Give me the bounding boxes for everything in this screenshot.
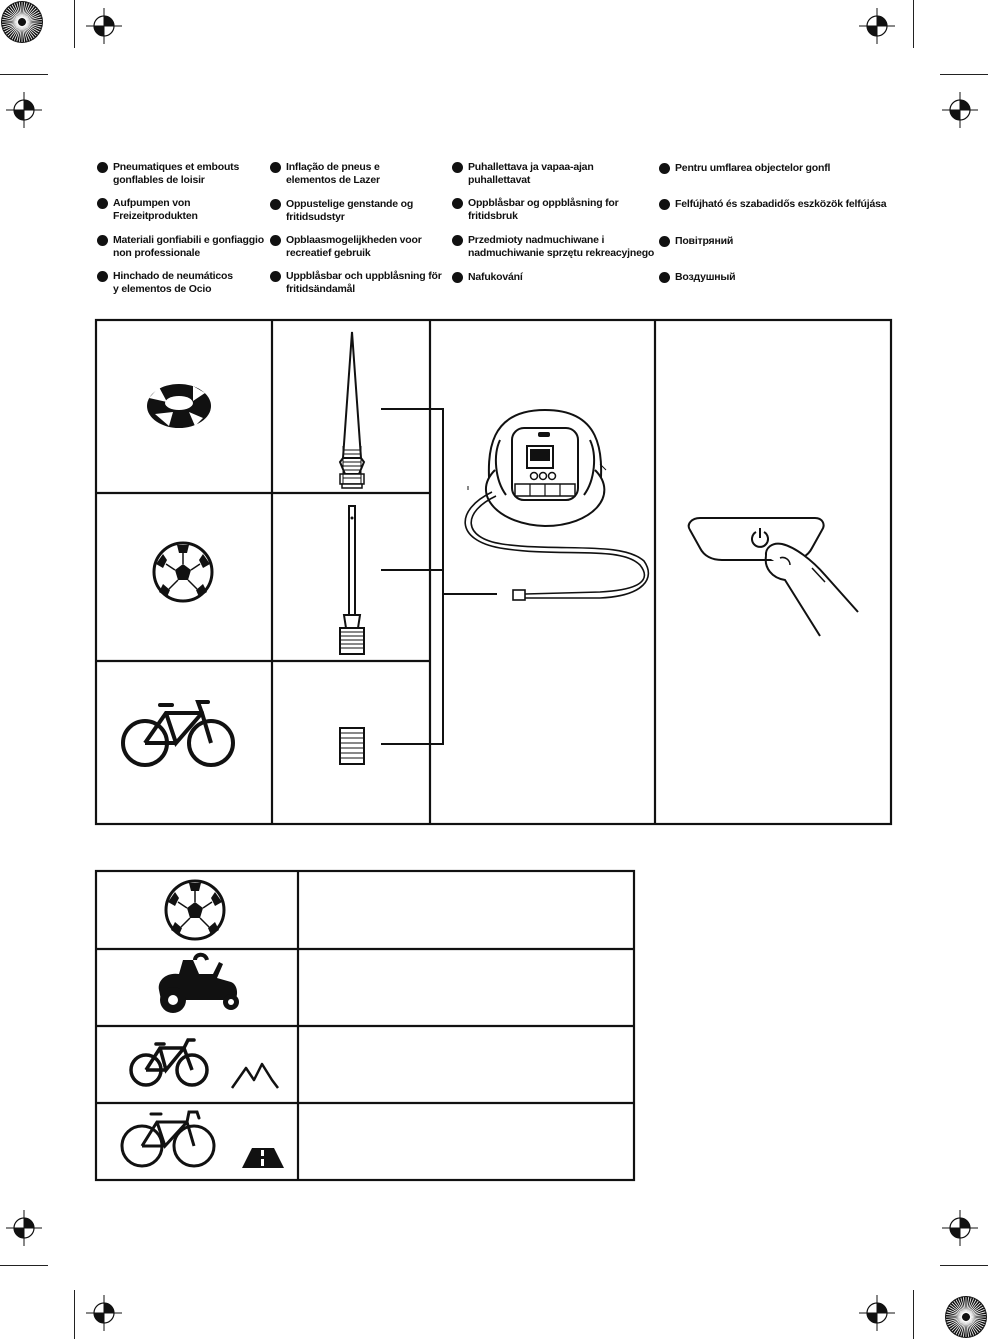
bullet-icon [270, 199, 281, 210]
language-item: Materiali gonfiabili e gonfiaggio non professionale [97, 234, 264, 260]
registration-target-icon [6, 92, 42, 128]
bullet-icon [659, 163, 670, 174]
bullet-icon [270, 271, 281, 282]
bullet-icon [659, 199, 670, 210]
pressure-value-cell [300, 1028, 632, 1101]
pressure-value-cell [300, 873, 632, 947]
language-item: Przedmioty nadmuchiwane i nadmuchiwanie sprzętu rekreacyjnego [452, 234, 654, 260]
pressure-value-cell [300, 951, 632, 1024]
road-icon [242, 1148, 284, 1168]
bullet-icon [270, 162, 281, 173]
language-item: Opblaasmogelijkheden voor recreatief gebruik [270, 234, 422, 260]
language-item: Hinchado de neumáticos y elementos de Ocio [97, 270, 233, 296]
bullet-icon [97, 162, 108, 173]
language-item: Inflação de pneus e elementos de Lazer [270, 161, 380, 187]
needle-adapter-icon [340, 506, 364, 654]
mountain-bike-icon [131, 1040, 207, 1085]
language-item: Felfújható és szabadidős eszközök felfújása [659, 198, 886, 211]
registration-burst-icon [0, 0, 44, 44]
registration-target-icon [859, 1295, 895, 1331]
language-item: Воздушный [659, 271, 735, 284]
bullet-icon [97, 271, 108, 282]
bicycle-icon [123, 702, 233, 765]
figure-frame [96, 320, 891, 824]
compressor-icon [468, 410, 606, 526]
mountains-icon [232, 1064, 278, 1088]
language-item: Aufpumpen von Freizeitprodukten [97, 197, 198, 223]
language-item: Uppblåsbar och uppblåsning för fritidsändamål [270, 270, 442, 296]
bullet-icon [452, 235, 463, 246]
language-item: Pentru umflarea objectelor gonfl [659, 162, 830, 175]
road-bike-icon [122, 1112, 214, 1166]
language-item: Pneumatiques et embouts gonflables de loisir [97, 161, 239, 187]
registration-target-icon [942, 1210, 978, 1246]
adapter-bracket [381, 409, 497, 744]
football-icon [166, 881, 224, 939]
bullet-icon [452, 272, 463, 283]
registration-burst-icon [944, 1295, 988, 1339]
language-item: Повітряний [659, 235, 733, 248]
power-button-press-icon [689, 518, 858, 636]
bullet-icon [97, 198, 108, 209]
registration-target-icon [859, 8, 895, 44]
bullet-icon [452, 198, 463, 209]
registration-target-icon [942, 92, 978, 128]
valve-adapter-icon [340, 728, 364, 764]
bullet-icon [270, 235, 281, 246]
language-item: Oppustelige genstande og fritidsudstyr [270, 198, 413, 224]
ride-on-mower-icon [159, 955, 239, 1013]
air-hose [465, 492, 648, 598]
language-item: Nafukování [452, 271, 523, 284]
registration-target-icon [86, 8, 122, 44]
bullet-icon [659, 272, 670, 283]
hose-connector-icon [513, 590, 525, 600]
cone-nozzle-icon [340, 332, 364, 488]
swim-ring-icon [147, 384, 211, 428]
registration-target-icon [6, 1210, 42, 1246]
bullet-icon [97, 235, 108, 246]
bullet-icon [452, 162, 463, 173]
pressure-value-cell [300, 1105, 632, 1178]
language-item: Puhallettava ja vapaa-ajan puhallettavat [452, 161, 594, 187]
language-item: Oppblåsbar og oppblåsning for fritidsbruk [452, 197, 619, 223]
football-icon [154, 543, 212, 601]
registration-target-icon [86, 1295, 122, 1331]
bullet-icon [659, 236, 670, 247]
